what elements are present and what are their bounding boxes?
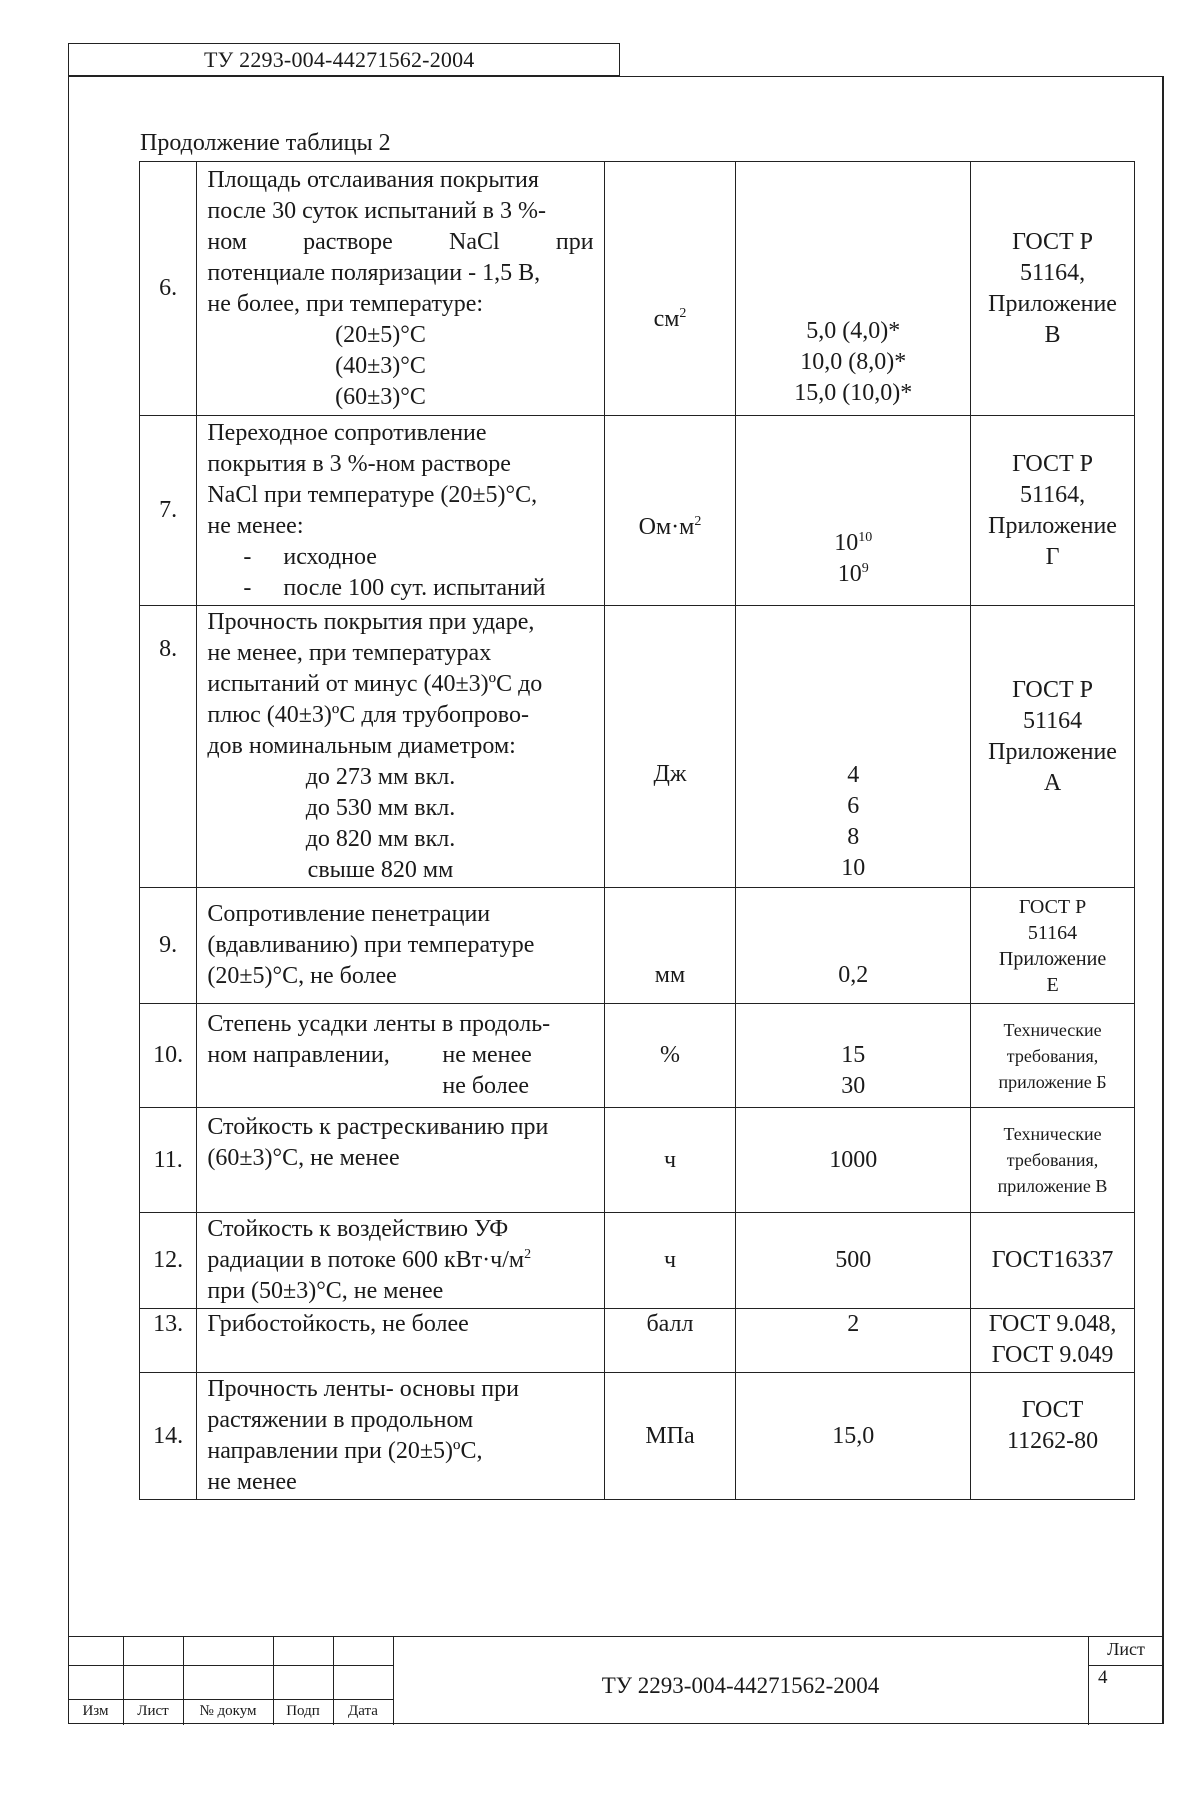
row-value xyxy=(736,1373,971,1500)
desc-line: Переходное сопротивление xyxy=(207,419,487,446)
dash-item-text: после 100 сут. испытаний xyxy=(283,574,546,601)
method-line: Е xyxy=(1046,973,1059,996)
desc-line: (60±3)°С, не менее xyxy=(207,1145,400,1171)
method-line: Технические xyxy=(1003,1124,1102,1144)
row-unit xyxy=(604,606,736,888)
desc-sub: (20±5)°С xyxy=(335,321,426,348)
desc-line: Сопротивление пенетрации xyxy=(207,901,491,927)
header-doc-code-text: ТУ 2293-004-44271562-2004 xyxy=(204,46,475,72)
stamp-label-docnum: № докум xyxy=(199,1703,257,1719)
row-method xyxy=(971,1373,1135,1500)
desc-line xyxy=(207,1245,593,1276)
value-line: 15,0 (10,0)* xyxy=(794,380,913,406)
desc-line: не менее, при температурах xyxy=(207,640,492,666)
desc-line: NaCl при температуре (20±5)°С, xyxy=(207,481,538,508)
table-row xyxy=(140,1004,1135,1108)
header-doc-code xyxy=(68,43,620,76)
value-line: 6 xyxy=(847,792,860,819)
method-text: ГОСТ16337 xyxy=(991,1247,1114,1273)
value-sup: 10 xyxy=(858,529,873,545)
method-line: приложение В xyxy=(997,1176,1108,1196)
desc-word: NaCl xyxy=(449,228,500,255)
row-number: 7. xyxy=(140,416,197,606)
method-line: Технические xyxy=(1003,1019,1102,1040)
desc-line: после 30 суток испытаний в 3 %- xyxy=(207,197,546,224)
method-line: А xyxy=(1043,769,1062,796)
method-line: 51164, xyxy=(1020,259,1086,286)
method-line: ГОСТ Р xyxy=(1012,228,1094,255)
value-line: 4 xyxy=(847,761,860,788)
desc-text: Грибостойкость, не более xyxy=(207,1311,469,1337)
dash-mark: - xyxy=(243,543,252,570)
desc-line: направлении при (20±5)ºС, xyxy=(207,1438,483,1464)
method-line: приложение Б xyxy=(998,1071,1107,1092)
desc-line xyxy=(207,227,593,258)
value-text: 1000 xyxy=(829,1146,878,1173)
value-line: 10,0 (8,0)* xyxy=(800,349,907,375)
unit-text: ч xyxy=(663,1146,677,1173)
table-row xyxy=(140,1309,1135,1373)
method-line: Приложение xyxy=(988,512,1117,539)
table-row xyxy=(140,606,1135,888)
row-description xyxy=(197,1004,604,1108)
desc-sub: до 820 мм вкл. xyxy=(305,826,456,852)
method-line: В xyxy=(1044,321,1061,348)
desc-line: испытаний от минус (40±3)ºС до xyxy=(207,671,543,697)
row-number: 6. xyxy=(140,162,197,416)
desc-line: дов номинальным диаметром: xyxy=(207,733,516,759)
value-sup: 9 xyxy=(861,560,869,576)
desc-line xyxy=(207,1071,593,1102)
value-text: 500 xyxy=(835,1247,872,1273)
dash-item xyxy=(207,542,593,573)
dash-mark: - xyxy=(243,574,252,601)
table-row xyxy=(140,888,1135,1004)
desc-line xyxy=(207,1040,593,1071)
desc-word: при xyxy=(555,228,594,255)
desc-pair-left: ном направлении, xyxy=(207,1042,390,1068)
row-unit xyxy=(604,1213,736,1309)
method-line: ГОСТ Р xyxy=(1012,676,1094,703)
row-description xyxy=(197,1108,604,1213)
row-description xyxy=(197,416,604,606)
dash-item xyxy=(207,573,593,604)
unit-text: мм xyxy=(654,962,686,988)
row-description xyxy=(197,162,604,416)
row-method xyxy=(971,606,1135,888)
stamp-label-izm: Изм xyxy=(82,1703,109,1719)
row-value xyxy=(736,416,971,606)
desc-sub: до 273 мм вкл. xyxy=(305,764,456,790)
table-row xyxy=(140,162,1135,416)
stamp-doc-code: ТУ 2293-004-44271562-2004 xyxy=(601,1673,880,1698)
row-number: 13. xyxy=(140,1309,197,1373)
desc-line: потенциале поляризации - 1,5 В, xyxy=(207,259,541,286)
row-description xyxy=(197,1309,604,1373)
table-row xyxy=(140,1373,1135,1500)
row-description xyxy=(197,606,604,888)
value-line: 10 xyxy=(841,854,866,881)
unit-text: МПа xyxy=(645,1422,695,1449)
desc-line: не более, при температуре: xyxy=(207,290,484,317)
method-line: Г xyxy=(1045,543,1060,570)
desc-text: радиации в потоке 600 кВт·ч/м xyxy=(207,1247,525,1273)
desc-word: растворе xyxy=(303,228,393,255)
method-line: ГОСТ Р xyxy=(1018,895,1087,918)
stamp-row-line xyxy=(68,1699,393,1700)
stamp-label-sign: Подп xyxy=(286,1703,320,1719)
row-number: 11. xyxy=(140,1108,197,1213)
desc-sub: (60±3)°С xyxy=(335,383,426,410)
method-line: ГОСТ Р xyxy=(1012,450,1094,477)
unit-base: см xyxy=(653,306,680,332)
method-line: требования, xyxy=(1006,1150,1099,1170)
method-line: 51164, xyxy=(1020,481,1086,508)
desc-line: Прочность ленты- основы при xyxy=(207,1376,519,1402)
desc-line: не менее xyxy=(207,1469,297,1495)
desc-line: (вдавливанию) при температуре xyxy=(207,932,535,958)
stamp-sheet-number: 4 xyxy=(1098,1667,1108,1688)
row-method xyxy=(971,1108,1135,1213)
desc-pair-left xyxy=(207,1071,442,1102)
row-number: 10. xyxy=(140,1004,197,1108)
row-number: 12. xyxy=(140,1213,197,1309)
row-method xyxy=(971,1213,1135,1309)
row-method xyxy=(971,162,1135,416)
row-description xyxy=(197,888,604,1004)
desc-line: Прочность покрытия при ударе, xyxy=(207,609,535,635)
row-value xyxy=(736,606,971,888)
row-method xyxy=(971,416,1135,606)
method-line: 51164 xyxy=(1023,707,1083,734)
value-text: 2 xyxy=(847,1311,860,1337)
row-value xyxy=(736,888,971,1004)
stamp-label-date: Дата xyxy=(348,1703,378,1719)
row-method xyxy=(971,888,1135,1004)
table-row xyxy=(140,1108,1135,1213)
unit-text: балл xyxy=(646,1311,694,1337)
row-value xyxy=(736,1108,971,1213)
method-line: 51164 xyxy=(1027,921,1078,944)
desc-pair-right: не менее xyxy=(442,1042,532,1068)
stamp-sheet-label: Лист xyxy=(1107,1639,1145,1659)
method-line: Приложение xyxy=(988,290,1117,317)
desc-pair-right: не более xyxy=(442,1073,530,1099)
value-line xyxy=(736,559,970,590)
method-line: Приложение xyxy=(988,738,1117,765)
row-unit xyxy=(604,1004,736,1108)
stamp-label-list: Лист xyxy=(137,1703,169,1719)
desc-word: ном xyxy=(207,228,247,255)
value-text: 15,0 xyxy=(832,1422,875,1449)
row-method xyxy=(971,1309,1135,1373)
desc-line: Стойкость к воздействию УФ xyxy=(207,1216,509,1242)
method-line: требования, xyxy=(1006,1045,1099,1066)
desc-line: при (50±3)°С, не менее xyxy=(207,1278,444,1304)
desc-line: Площадь отслаивания покрытия xyxy=(207,166,539,193)
row-number: 14. xyxy=(140,1373,197,1500)
desc-sub: до 530 мм вкл. xyxy=(305,795,456,821)
value-line: 15 xyxy=(841,1041,866,1068)
row-unit xyxy=(604,888,736,1004)
row-method xyxy=(971,1004,1135,1108)
row-number: 8. xyxy=(140,606,197,888)
table-caption: Продолжение таблицы 2 xyxy=(140,130,391,156)
spec-table xyxy=(139,161,1135,1500)
unit-base: Ом·м xyxy=(638,514,695,540)
method-line: Приложение xyxy=(998,947,1107,970)
row-description xyxy=(197,1373,604,1500)
stamp-row-line xyxy=(68,1665,393,1666)
stamp-row-line xyxy=(1088,1665,1164,1666)
row-value xyxy=(736,1309,971,1373)
unit-sup: 2 xyxy=(694,514,702,529)
value-base: 10 xyxy=(834,529,859,556)
row-unit xyxy=(604,1309,736,1373)
desc-line: (20±5)°С, не более xyxy=(207,963,397,989)
value-line: 30 xyxy=(841,1072,866,1099)
value-base: 10 xyxy=(837,560,862,587)
row-unit xyxy=(604,1108,736,1213)
desc-line: растяжении в продольном xyxy=(207,1407,474,1433)
row-number: 9. xyxy=(140,888,197,1004)
table-row xyxy=(140,1213,1135,1309)
row-value xyxy=(736,162,971,416)
value-text: 0,2 xyxy=(838,962,869,988)
unit-text: % xyxy=(659,1042,680,1068)
unit-text: ч xyxy=(663,1247,677,1273)
table-row xyxy=(140,416,1135,606)
desc-line: не менее: xyxy=(207,512,304,539)
row-unit xyxy=(604,162,736,416)
row-value xyxy=(736,1004,971,1108)
desc-line: Стойкость к растрескиванию при xyxy=(207,1114,549,1140)
desc-line: Степень усадки ленты в продоль- xyxy=(207,1011,551,1037)
desc-line: плюс (40±3)ºС для трубопрово- xyxy=(207,702,529,728)
row-unit xyxy=(604,416,736,606)
desc-sub: (40±3)°С xyxy=(335,352,426,379)
dash-item-text: исходное xyxy=(283,543,377,570)
value-line xyxy=(736,528,970,559)
unit-sup: 2 xyxy=(679,306,687,321)
desc-sup: 2 xyxy=(524,1247,532,1262)
value-line: 8 xyxy=(847,823,860,850)
desc-sub: свыше 820 мм xyxy=(307,857,454,883)
desc-line: покрытия в 3 %-ном растворе xyxy=(207,450,511,477)
row-unit xyxy=(604,1373,736,1500)
title-block xyxy=(68,1636,1164,1724)
method-line: 11262-80 xyxy=(1007,1428,1099,1454)
method-line: ГОСТ xyxy=(1021,1397,1084,1423)
value-line: 5,0 (4,0)* xyxy=(806,318,901,344)
row-description xyxy=(197,1213,604,1309)
method-line: ГОСТ 9.048, xyxy=(988,1311,1117,1337)
row-value xyxy=(736,1213,971,1309)
unit-text: Дж xyxy=(653,761,687,787)
method-line: ГОСТ 9.049 xyxy=(991,1342,1114,1368)
